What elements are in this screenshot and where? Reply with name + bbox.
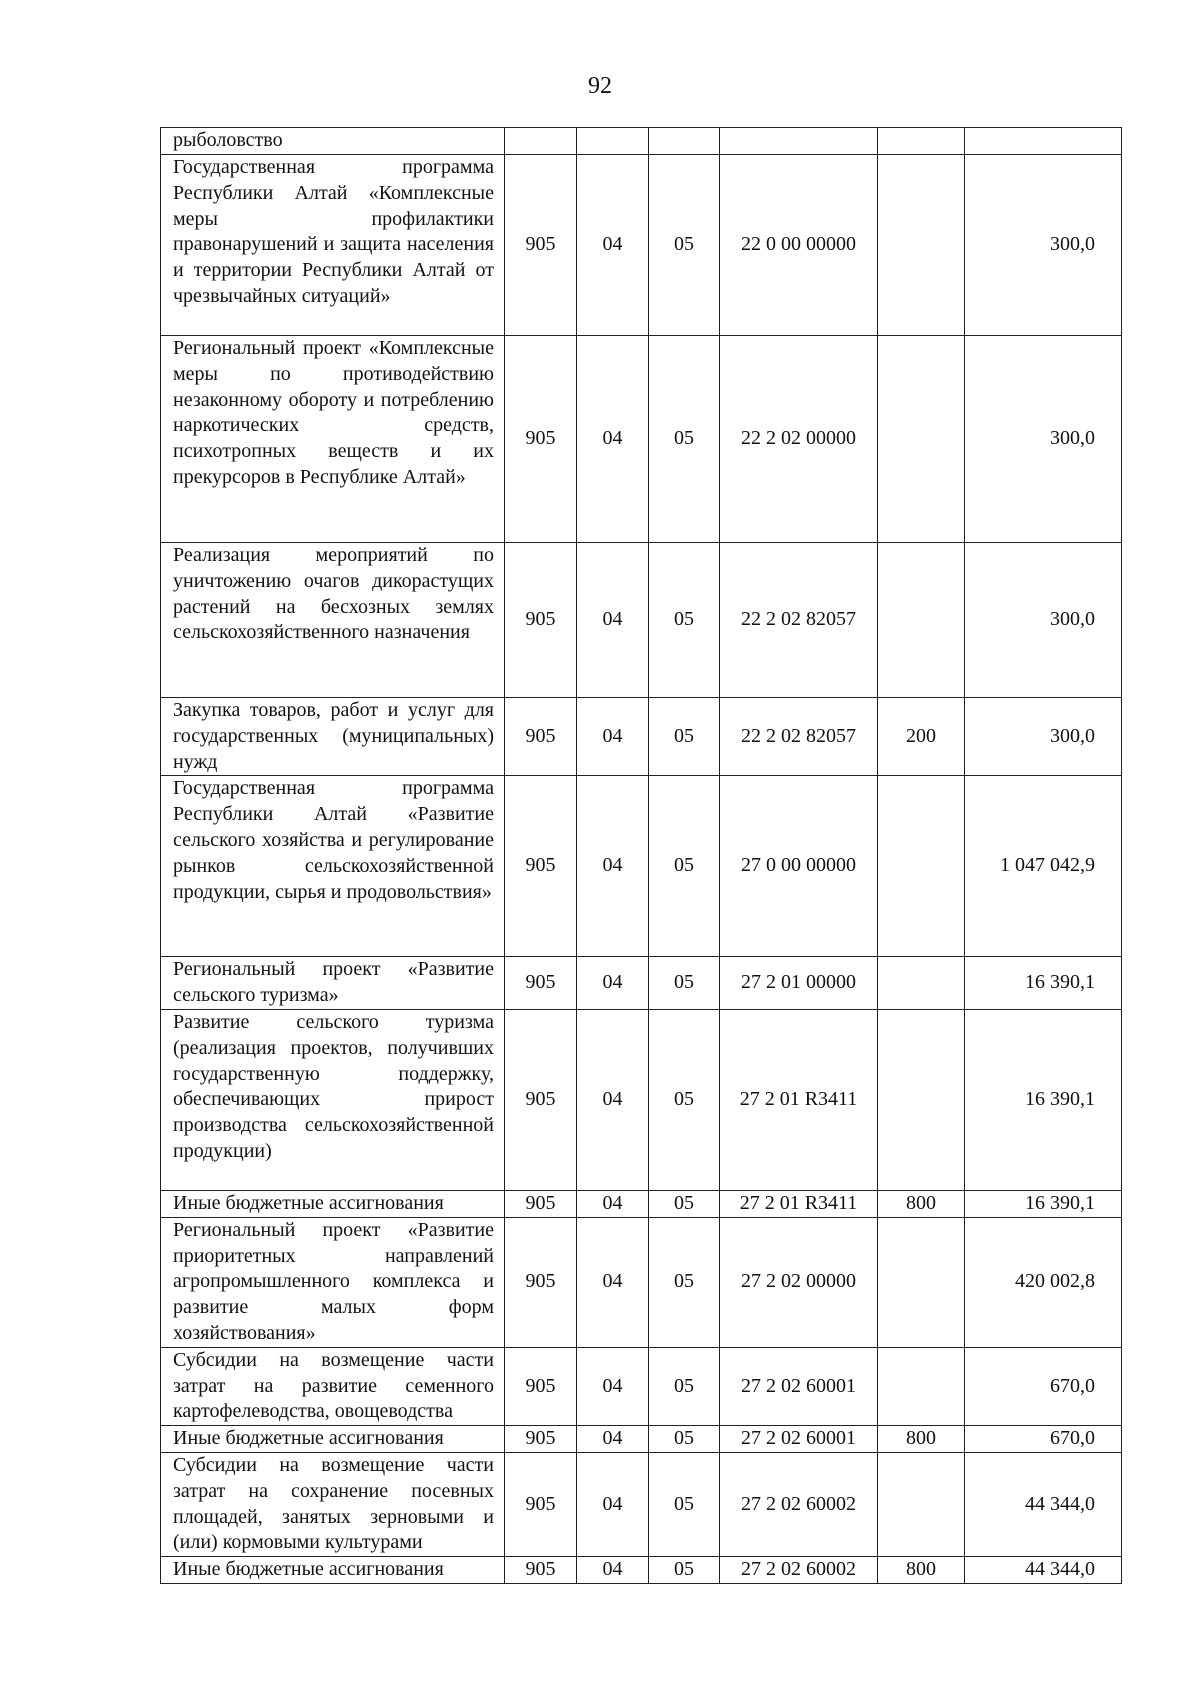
amount: 16 390,1 [965, 1009, 1122, 1190]
target-article-code: 27 2 02 60002 [720, 1557, 878, 1584]
target-article-code: 27 0 00 00000 [720, 776, 878, 957]
subsection-code: 05 [649, 155, 720, 336]
table-row [161, 543, 1122, 698]
ministry-code: 905 [505, 1557, 577, 1584]
subsection-code: 05 [649, 1426, 720, 1453]
target-article-code: 27 2 02 60001 [720, 1347, 878, 1425]
item-name: Субсидии на возмещение части затрат на сохранение посевных площадей, занятых зерновыми и (или) кормовыми культурами [161, 1452, 505, 1556]
section-code: 04 [577, 698, 649, 776]
subsection-code: 05 [649, 1190, 720, 1217]
table-row [161, 698, 1122, 776]
expense-type-code: 200 [878, 698, 965, 776]
expense-type-code [878, 1009, 965, 1190]
item-name: Иные бюджетные ассигнования [161, 1557, 505, 1584]
amount: 300,0 [965, 698, 1122, 776]
expense-type-code [878, 336, 965, 543]
amount: 670,0 [965, 1347, 1122, 1425]
target-article-code [720, 128, 878, 155]
ministry-code: 905 [505, 1217, 577, 1347]
subsection-code: 05 [649, 776, 720, 957]
section-code: 04 [577, 1217, 649, 1347]
expense-type-code [878, 155, 965, 336]
subsection-code: 05 [649, 957, 720, 1010]
page-number: 92 [588, 73, 612, 99]
expense-type-code [878, 1347, 965, 1425]
table-row [161, 1452, 1122, 1556]
table-row [161, 1217, 1122, 1347]
section-code [577, 128, 649, 155]
subsection-code: 05 [649, 1557, 720, 1584]
expense-type-code [878, 776, 965, 957]
target-article-code: 27 2 02 60001 [720, 1426, 878, 1453]
item-name: Региональный проект «Развитие приоритетных направлений агропромышленного комплекса и развитие малых форм хозяйствования» [161, 1217, 505, 1347]
target-article-code: 27 2 02 60002 [720, 1452, 878, 1556]
table-row [161, 1347, 1122, 1425]
section-code: 04 [577, 155, 649, 336]
section-code: 04 [577, 543, 649, 698]
amount: 300,0 [965, 543, 1122, 698]
ministry-code: 905 [505, 1190, 577, 1217]
expense-type-code [878, 543, 965, 698]
table-row [161, 336, 1122, 543]
ministry-code: 905 [505, 336, 577, 543]
target-article-code: 27 2 01 R3411 [720, 1009, 878, 1190]
table-row [161, 1009, 1122, 1190]
item-name: Государственная программа Республики Алтай «Развитие сельского хозяйства и регулирование рынков сельскохозяйственной продукции, сырья и продовольствия» [161, 776, 505, 957]
table-row [161, 957, 1122, 1010]
item-name: Субсидии на возмещение части затрат на развитие семенного картофелеводства, овощеводства [161, 1347, 505, 1425]
item-name: Развитие сельского туризма (реализация проектов, получивших государственную поддержку, обеспечивающих прирост производства сельскохозяйственной продукции) [161, 1009, 505, 1190]
amount: 44 344,0 [965, 1557, 1122, 1584]
item-name: Иные бюджетные ассигнования [161, 1190, 505, 1217]
amount: 300,0 [965, 155, 1122, 336]
target-article-code: 22 2 02 00000 [720, 336, 878, 543]
section-code: 04 [577, 1452, 649, 1556]
section-code: 04 [577, 1426, 649, 1453]
amount: 1 047 042,9 [965, 776, 1122, 957]
subsection-code: 05 [649, 1452, 720, 1556]
table-row [161, 1190, 1122, 1217]
ministry-code: 905 [505, 543, 577, 698]
ministry-code: 905 [505, 957, 577, 1010]
section-code: 04 [577, 1190, 649, 1217]
expense-type-code: 800 [878, 1426, 965, 1453]
ministry-code [505, 128, 577, 155]
item-name: Государственная программа Республики Алтай «Комплексные меры профилактики правонарушений и защита населения и территории Республики Алтай от чрезвычайных ситуаций» [161, 155, 505, 336]
section-code: 04 [577, 957, 649, 1010]
ministry-code: 905 [505, 1009, 577, 1190]
ministry-code: 905 [505, 155, 577, 336]
subsection-code: 05 [649, 336, 720, 543]
item-name: рыболовство [161, 128, 505, 155]
ministry-code: 905 [505, 1426, 577, 1453]
amount: 16 390,1 [965, 957, 1122, 1010]
table-row [161, 1557, 1122, 1584]
table-row [161, 776, 1122, 957]
section-code: 04 [577, 336, 649, 543]
target-article-code: 27 2 01 R3411 [720, 1190, 878, 1217]
expense-type-code [878, 957, 965, 1010]
expense-type-code [878, 1217, 965, 1347]
amount: 44 344,0 [965, 1452, 1122, 1556]
ministry-code: 905 [505, 776, 577, 957]
subsection-code: 05 [649, 1009, 720, 1190]
subsection-code [649, 128, 720, 155]
section-code: 04 [577, 1347, 649, 1425]
ministry-code: 905 [505, 1452, 577, 1556]
section-code: 04 [577, 1557, 649, 1584]
item-name: Реализация мероприятий по уничтожению очагов дикорастущих растений на бесхозных землях сельскохозяйственного назначения [161, 543, 505, 698]
item-name: Региональный проект «Развитие сельского туризма» [161, 957, 505, 1010]
section-code: 04 [577, 1009, 649, 1190]
table-row [161, 1426, 1122, 1453]
amount: 16 390,1 [965, 1190, 1122, 1217]
amount: 670,0 [965, 1426, 1122, 1453]
expense-type-code [878, 128, 965, 155]
item-name: Региональный проект «Комплексные меры по противодействию незаконному обороту и потреблению наркотических средств, психотропных веществ и их прекурсоров в Республике Алтай» [161, 336, 505, 543]
subsection-code: 05 [649, 1217, 720, 1347]
table-row [161, 155, 1122, 336]
section-code: 04 [577, 776, 649, 957]
expense-type-code [878, 1452, 965, 1556]
amount: 420 002,8 [965, 1217, 1122, 1347]
expense-type-code: 800 [878, 1190, 965, 1217]
expense-type-code: 800 [878, 1557, 965, 1584]
amount: 300,0 [965, 336, 1122, 543]
item-name: Закупка товаров, работ и услуг для государственных (муниципальных) нужд [161, 698, 505, 776]
ministry-code: 905 [505, 698, 577, 776]
item-name: Иные бюджетные ассигнования [161, 1426, 505, 1453]
target-article-code: 27 2 01 00000 [720, 957, 878, 1010]
amount [965, 128, 1122, 155]
target-article-code: 22 2 02 82057 [720, 543, 878, 698]
subsection-code: 05 [649, 543, 720, 698]
target-article-code: 27 2 02 00000 [720, 1217, 878, 1347]
subsection-code: 05 [649, 698, 720, 776]
budget-table [160, 127, 1122, 1584]
target-article-code: 22 2 02 82057 [720, 698, 878, 776]
target-article-code: 22 0 00 00000 [720, 155, 878, 336]
ministry-code: 905 [505, 1347, 577, 1425]
subsection-code: 05 [649, 1347, 720, 1425]
table-row [161, 128, 1122, 155]
